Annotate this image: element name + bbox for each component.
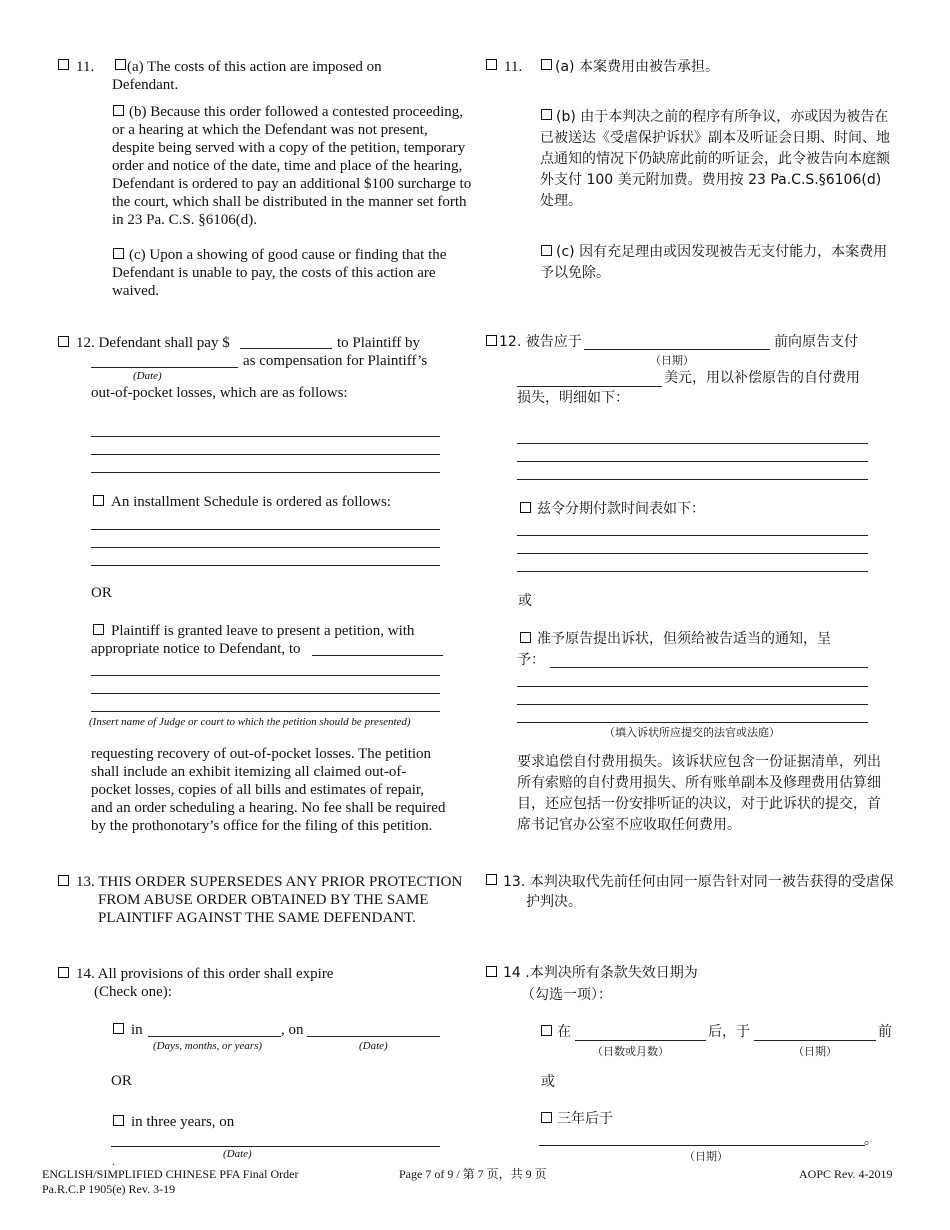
zh-expire-in-checkbox[interactable]	[541, 1025, 552, 1036]
zh-s12-text-c: 美元，用以补偿原告的自付费用	[664, 370, 860, 386]
s11-number: 11.	[76, 59, 95, 75]
zh-s12-date-field[interactable]	[584, 349, 770, 350]
zh-petition-line-3[interactable]	[517, 722, 868, 723]
s11b-text: (b) Because this order followed a contested proceeding, or a hearing at which the Defendant was not present, despite being served with a copy of the petition, temporary order and notice of the date, time and place of the hearing, Defendant is ordered to pay an additional $100 surcharge to the court, which shall be distributed in the manner set forth in 23 Pa. C.S. §6106(d).	[112, 104, 472, 228]
zh-losses-line-3[interactable]	[517, 479, 868, 480]
zh-installment-checkbox[interactable]	[520, 502, 531, 513]
three-years-text: in three years, on	[131, 1114, 235, 1130]
petition-line-2[interactable]	[91, 693, 440, 694]
losses-line-3[interactable]	[91, 472, 440, 473]
zh-s12-text-b: 前向原告支付	[774, 334, 858, 350]
s12-text-1b: to Plaintiff by	[337, 335, 421, 351]
zh-expire-date-field[interactable]	[754, 1040, 876, 1041]
installment-line-3[interactable]	[91, 565, 440, 566]
date-label-2: (Date)	[223, 1148, 252, 1160]
expire-in-checkbox[interactable]	[113, 1023, 124, 1034]
s12-text-2: as compensation for Plaintiff’s	[243, 353, 428, 369]
zh-expire-hou-yu: 后，于	[708, 1024, 750, 1040]
zh-installment-text: 兹令分期付款时间表如下：	[537, 501, 705, 517]
s11a-text: (a) The costs of this action are imposed on Defendant.	[112, 59, 382, 93]
zh-s14-checkbox[interactable]	[486, 966, 497, 977]
zh-s12-checkbox[interactable]	[486, 335, 497, 346]
zh-s12-date-label: （日期）	[650, 355, 694, 367]
losses-line-1[interactable]	[91, 436, 440, 437]
footer-revision: AOPC Rev. 4-2019	[799, 1167, 893, 1181]
footer-page-number: Page 7 of 9 / 第 7 页，共 9 页	[399, 1167, 547, 1181]
date-label: (Date)	[359, 1040, 388, 1052]
expire-in-label: in	[131, 1022, 143, 1038]
installment-checkbox[interactable]	[93, 495, 104, 506]
s14-text-b: (Check one):	[94, 984, 172, 1000]
zh-or-1: 或	[518, 593, 532, 609]
s12-text-1a: 12. Defendant shall pay $	[76, 335, 230, 351]
footer-form-name: ENGLISH/SIMPLIFIED CHINESE PFA Final Order	[42, 1167, 299, 1181]
zh-s12-text-a: 12. 被告应于	[499, 334, 582, 350]
petition-text-a: Plaintiff is granted leave to present a petition, with	[111, 623, 415, 639]
zh-s12-amount-field[interactable]	[517, 386, 662, 387]
zh-petition-text-a: 准予原告提出诉状，但须给被告适当的通知，呈	[537, 631, 831, 647]
zh-losses-line-1[interactable]	[517, 443, 868, 444]
s12-date-label: (Date)	[133, 370, 162, 382]
zh-petition-text-b: 予：	[517, 652, 545, 668]
footer-dot: .	[112, 1154, 115, 1168]
petition-line-3[interactable]	[91, 711, 440, 712]
or-1: OR	[91, 585, 112, 601]
installment-line-1[interactable]	[91, 529, 440, 530]
judge-label: (Insert name of Judge or court to which the petition should be presented)	[89, 716, 411, 728]
footer-rule-ref: Pa.R.C.P 1905(e) Rev. 3-19	[42, 1182, 176, 1196]
zh-s11b-text: (b) 由于本判决之前的程序有所争议，亦或因为被告在已被送达《受虐保护诉状》副本及听证会日期、时间、地点通知的情况下仍缺席此前的听证会，此令被告向本庭额外支付 100 美元附加费。费用按 23 Pa.C.S.§6106(d) 处理。	[540, 109, 890, 209]
installment-text: An installment Schedule is ordered as follows:	[111, 494, 391, 510]
s12-checkbox[interactable]	[58, 336, 69, 347]
zh-s11-number: 11.	[504, 59, 523, 75]
zh-s11-checkbox[interactable]	[486, 59, 497, 70]
zh-expire-zai: 在	[557, 1024, 571, 1040]
zh-s13-checkbox[interactable]	[486, 874, 497, 885]
days-label: (Days, months, or years)	[153, 1040, 263, 1052]
installment-line-2[interactable]	[91, 547, 440, 548]
zh-or-2: 或	[541, 1074, 555, 1090]
petition-line-1[interactable]	[91, 675, 440, 676]
or-2: OR	[111, 1073, 132, 1089]
expire-days-field[interactable]	[148, 1036, 281, 1037]
zh-date-label-2: （日期）	[684, 1151, 728, 1163]
zh-days-label: （日数或月数）	[592, 1046, 669, 1058]
zh-expire-qian: 前	[878, 1024, 892, 1040]
zh-petition-to-field[interactable]	[550, 667, 868, 668]
three-years-date-field[interactable]	[111, 1146, 440, 1147]
s12-amount-field[interactable]	[240, 348, 332, 349]
losses-line-2[interactable]	[91, 454, 440, 455]
s14-text-a: 14. All provisions of this order shall expire	[76, 966, 334, 982]
petition-to-field[interactable]	[312, 655, 443, 656]
zh-three-years-checkbox[interactable]	[541, 1112, 552, 1123]
zh-installment-line-1[interactable]	[517, 535, 868, 536]
s11-checkbox[interactable]	[58, 59, 69, 70]
zh-s11a-checkbox[interactable]	[541, 59, 552, 70]
zh-installment-line-3[interactable]	[517, 571, 868, 572]
zh-judge-label: （填入诉状所应提交的法官或法庭）	[604, 727, 780, 739]
zh-date-label: （日期）	[793, 1046, 837, 1058]
zh-requesting-text: 要求追偿自付费用损失。该诉状应包含一份证据清单，列出所有索赔的自付费用损失、所有账单副本及修理费用估算细目，还应包括一份安排听证的决议，对于此诉状的提交，首席书记官办公室不应收取任何费用。	[517, 754, 881, 833]
s13-checkbox[interactable]	[58, 875, 69, 886]
expire-date-field[interactable]	[307, 1036, 440, 1037]
s12-date-field[interactable]	[91, 367, 238, 368]
zh-petition-checkbox[interactable]	[520, 632, 531, 643]
s12-text-3: out-of-pocket losses, which are as follows:	[91, 385, 348, 401]
petition-checkbox[interactable]	[93, 624, 104, 635]
zh-s14-text-b: （勾选一项）：	[521, 987, 612, 1003]
zh-expire-days-field[interactable]	[575, 1040, 706, 1041]
zh-losses-line-2[interactable]	[517, 461, 868, 462]
zh-three-years-date-field[interactable]	[539, 1145, 865, 1146]
s11c-text: (c) Upon a showing of good cause or finding that the Defendant is unable to pay, the costs of this action are waived.	[112, 247, 447, 299]
zh-s13-text: 13. 本判决取代先前任何由同一原告针对同一被告获得的受虐保护判决。	[503, 874, 894, 910]
zh-end-mark: 。	[864, 1132, 878, 1148]
expire-on-label: , on	[281, 1022, 304, 1038]
zh-s11c-text: (c) 因有充足理由或因发现被告无支付能力，本案费用予以免除。	[540, 244, 888, 281]
s13-text: 13. THIS ORDER SUPERSEDES ANY PRIOR PROTECTION FROM ABUSE ORDER OBTAINED BY THE SAME PLAINTIFF AGAINST THE SAME DEFENDANT.	[76, 874, 463, 926]
zh-s12-text-d: 损失，明细如下：	[517, 390, 629, 406]
three-years-checkbox[interactable]	[113, 1115, 124, 1126]
zh-s14-text-a: 14 .本判决所有条款失效日期为	[503, 965, 698, 981]
zh-s11a-text: (a) 本案费用由被告承担。	[555, 59, 719, 75]
zh-installment-line-2[interactable]	[517, 553, 868, 554]
zh-petition-line-2[interactable]	[517, 704, 868, 705]
zh-petition-line-1[interactable]	[517, 686, 868, 687]
requesting-text: requesting recovery of out-of-pocket losses. The petition shall include an exhibit itemizing all claimed out-of-pocket losses, copies of all bills and estimates of repair, and an order scheduling a hearing. No fee shall be required by the prothonotary’s office for the filing of this petition.	[91, 746, 446, 834]
zh-three-years-text: 三年后于	[557, 1111, 613, 1127]
s14-checkbox[interactable]	[58, 967, 69, 978]
petition-text-b: appropriate notice to Defendant, to	[91, 641, 301, 657]
